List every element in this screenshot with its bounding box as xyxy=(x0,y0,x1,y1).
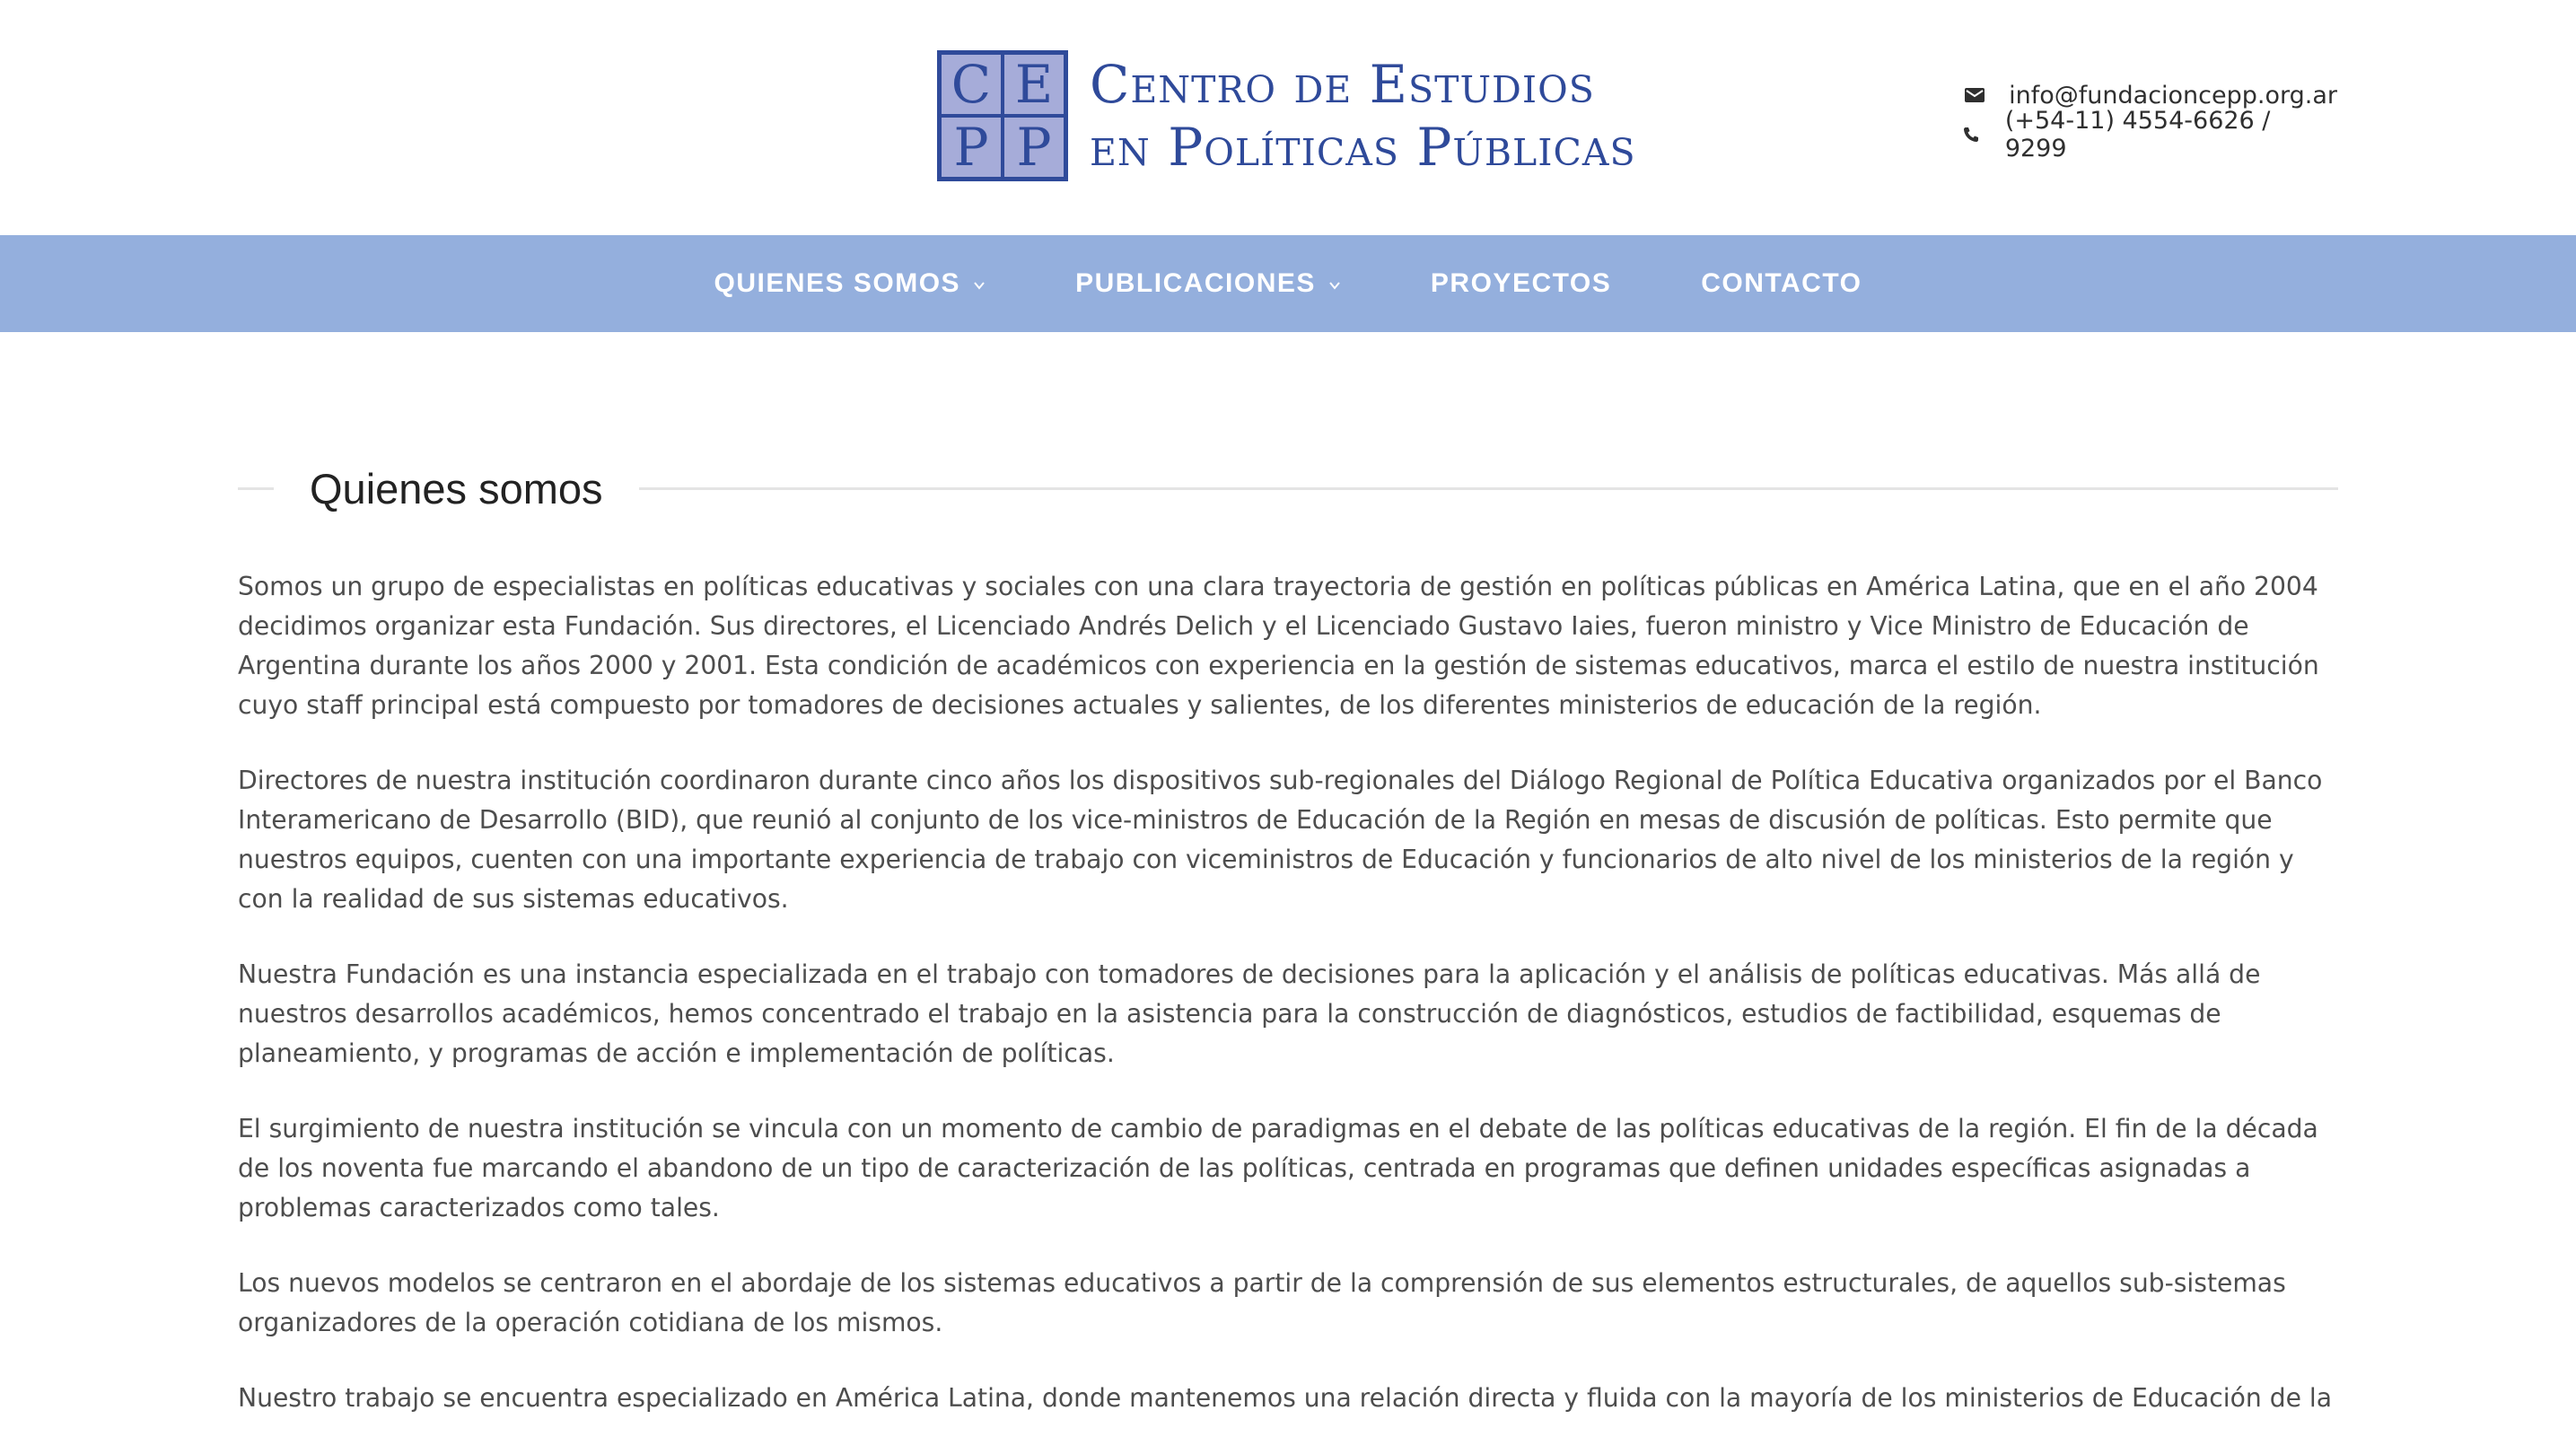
chevron-down-icon xyxy=(973,279,986,292)
heading-divider-left xyxy=(238,487,274,490)
site-header xyxy=(0,0,2576,235)
logo-line-2: en Políticas Públicas xyxy=(1090,117,1636,178)
paragraph: Nuestra Fundación es una instancia especializada en el trabajo con tomadores de decisiones para la aplicación y el análisis de políticas educativas. Más allá de nuestros desarrollos académicos, hemos concentrado el trabajo en la asistencia para la construcción de diagnósticos, estudios de factibilidad, esquemas de planeamiento, y programas de acción e implementación de políticas. xyxy=(238,959,2261,1068)
logo-letter: P xyxy=(1003,116,1065,179)
paragraph: Nuestro trabajo se encuentra especializado en América Latina, donde mantenemos una relación directa y fluida con la mayoría de los ministerios de Educación de la xyxy=(238,1383,2332,1413)
page-title: Quienes somos xyxy=(310,464,603,512)
paragraph: Los nuevos modelos se centraron en el abordaje de los sistemas educativos a partir de la comprensión de sus elementos estructurales, de aquellos sub-sistemas organizadores de la operación cotidiana de los mismos. xyxy=(238,1268,2286,1337)
paragraph: El surgimiento de nuestra institución se vincula con un momento de cambio de paradigmas en el debate de las políticas educativas de la región. El fin de la década de los noventa fue marcando el abandono de un tipo de caracterización de las políticas, centrada en programas que definen unidades específicas asignadas a problemas caracterizados como tales. xyxy=(238,1114,2318,1222)
cepp-logo[interactable] xyxy=(937,48,1643,183)
nav-item-contacto[interactable] xyxy=(1656,268,1906,299)
about-text xyxy=(238,567,2338,1418)
nav-item-proyectos[interactable] xyxy=(1386,268,1656,299)
paragraph: Somos un grupo de especialistas en políticas educativas y sociales con una clara trayectoria de gestión en políticas públicas en América Latina, que en el año 2004 decidimos organizar esta Fundación. Sus directores, el Licenciado Andrés Delich y el Licenciado Gustavo Iaies, fueron ministro y Vice Ministro de Educación de Argentina durante los años 2000 y 2001. Esta condición de académicos con experiencia en la gestión de sistemas educativos, marca el estilo de nuestra institución cuyo staff principal está compuesto por tomadores de decisiones actuales y salientes, de los diferentes ministerios de educación de la región. xyxy=(238,572,2319,720)
logo-letter: E xyxy=(1003,53,1065,116)
logo-letter: C xyxy=(940,53,1003,116)
phone-icon xyxy=(1960,124,1982,145)
nav-item-label: PROYECTOS xyxy=(1430,268,1612,298)
chevron-down-icon xyxy=(1328,279,1341,292)
main-navigation xyxy=(0,235,2576,332)
heading-divider-right xyxy=(639,487,2338,490)
main-content xyxy=(238,458,2338,1454)
nav-item-label: CONTACTO xyxy=(1701,268,1862,298)
phone-number: (+54-11) 4554-6626 / 9299 xyxy=(2004,107,2271,162)
paragraph: Directores de nuestra institución coordinaron durante cinco años los dispositivos sub-regionales del Diálogo Regional de Política Educativa organizados por el Banco Interamericano de Desarrollo (BID), que reunió al conjunto de los vice-ministros de Educación de la Región en mesas de discusión de políticas. Esto permite que nuestros equipos, cuenten con una importante experiencia de trabajo con viceministros de Educación y funcionarios de alto nivel de los ministerios de la región y con la realidad de sus sistemas educativos. xyxy=(238,766,2323,914)
logo-letter: P xyxy=(940,116,1003,179)
email-link[interactable]: info@fundacioncepp.org.ar xyxy=(2009,81,2337,109)
logo-mark xyxy=(937,50,1068,181)
nav-item-publicaciones[interactable] xyxy=(1030,268,1386,299)
phone-row[interactable] xyxy=(1960,107,2337,162)
logo-wordmark xyxy=(1090,53,1636,179)
nav-item-label: PUBLICACIONES xyxy=(1075,268,1316,298)
mail-icon xyxy=(1964,84,1985,106)
nav-item-label: QUIENES SOMOS xyxy=(714,268,961,298)
contact-info xyxy=(1960,75,2337,162)
section-heading xyxy=(238,458,2338,519)
logo-line-1: Centro de Estudios xyxy=(1090,54,1595,115)
nav-item-quienes-somos[interactable] xyxy=(670,268,1031,299)
